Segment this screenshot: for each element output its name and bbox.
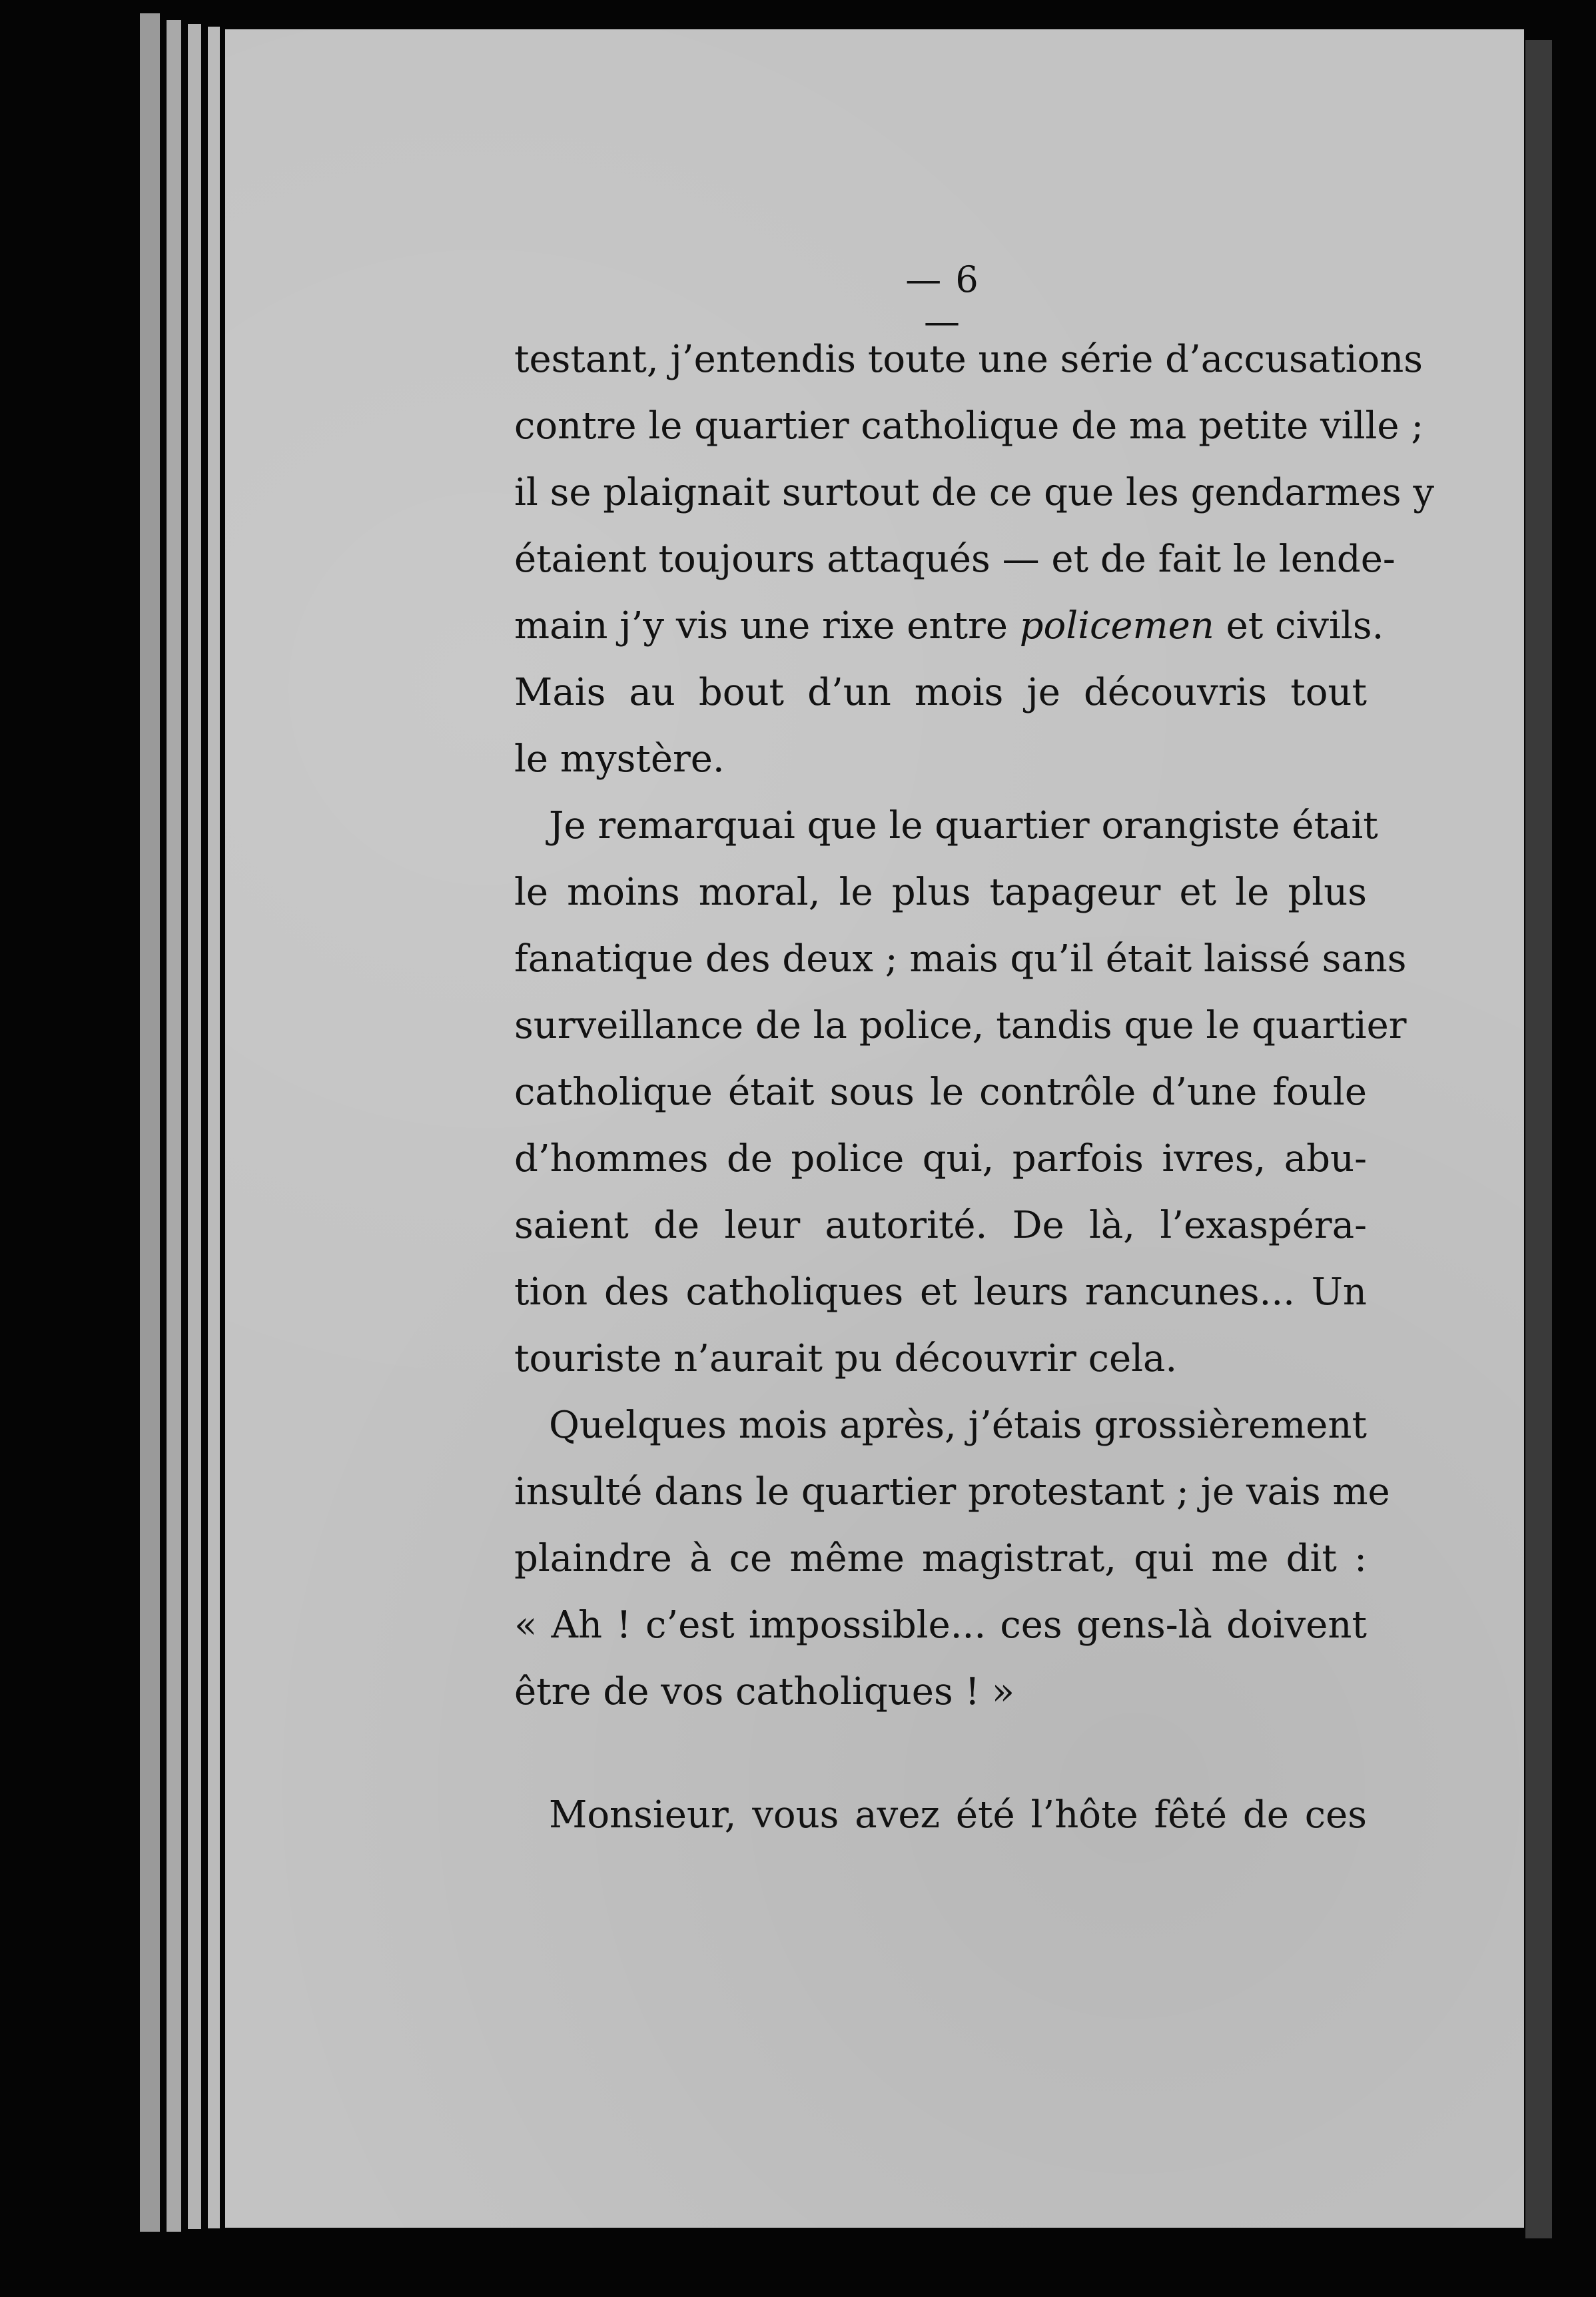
- page-edge: [188, 24, 201, 2229]
- text-line: étaient toujours attaqués — et de fait le lende-: [514, 538, 1396, 581]
- paragraph-gap: [514, 1725, 1367, 1782]
- text-segment: et civils.: [1214, 604, 1384, 648]
- text-line: le moins moral, le plus tapageur et le plus: [514, 871, 1367, 914]
- page-number: — 6 —: [905, 258, 980, 342]
- text-line: être de vos catholiques ! »: [514, 1670, 1015, 1713]
- text-line: touriste n’aurait pu découvrir cela.: [514, 1337, 1178, 1380]
- text-line: contre le quartier catholique de ma petite ville ;: [514, 404, 1424, 448]
- text-line: fanatique des deux ; mais qu’il était laissé sans: [514, 937, 1407, 981]
- text-segment: main j’y vis une rixe entre: [514, 604, 1020, 648]
- text-line: surveillance de la police, tandis que le quartier: [514, 1004, 1407, 1047]
- text-line: Je remarquai que le quartier orangiste était: [549, 804, 1378, 847]
- text-line: tion des catholiques et leurs rancunes... Un: [514, 1270, 1367, 1314]
- page-edge: [167, 20, 181, 2232]
- text-line: le mystère.: [514, 737, 725, 781]
- body-text: [514, 326, 1435, 1849]
- italic-term: policemen: [1019, 604, 1214, 648]
- text-line: saient de leur autorité. De là, l’exaspéra-: [514, 1204, 1367, 1247]
- page-edge: [140, 13, 160, 2232]
- text-line: insulté dans le quartier protestant ; je vais me: [514, 1470, 1390, 1514]
- text-line: Mais au bout d’un mois je découvris tout: [514, 671, 1367, 714]
- text-line: « Ah ! c’est impossible... ces gens-là doivent: [514, 1604, 1367, 1647]
- text-line: Monsieur, vous avez été l’hôte fêté de ces: [549, 1793, 1367, 1837]
- text-line: il se plaignait surtout de ce que les gendarmes y: [514, 471, 1435, 514]
- text-line: catholique était sous le contrôle d’une foule: [514, 1071, 1367, 1114]
- text-line: [514, 593, 1384, 660]
- text-line: plaindre à ce même magistrat, qui me dit :: [514, 1537, 1367, 1580]
- page-edge: [208, 27, 220, 2228]
- text-line: Quelques mois après, j’étais grossièrement: [549, 1404, 1367, 1447]
- text-line: testant, j’entendis toute une série d’accusations: [514, 338, 1423, 381]
- text-line: d’hommes de police qui, parfois ivres, abu-: [514, 1137, 1367, 1180]
- binding-shadow: [1525, 40, 1552, 2238]
